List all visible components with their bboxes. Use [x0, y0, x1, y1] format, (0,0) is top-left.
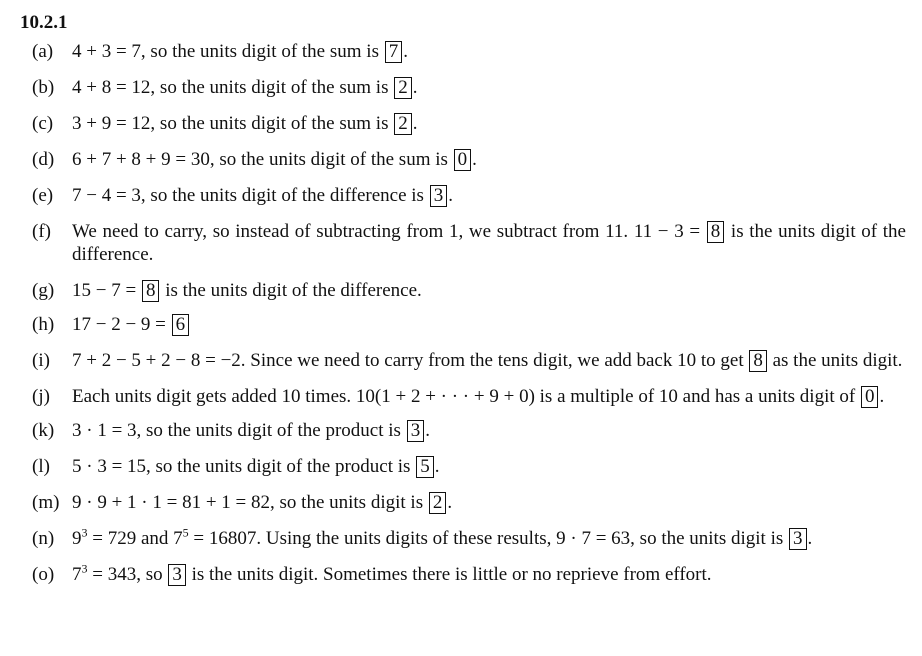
item-text-segment: 7 + 2 − 5 + 2 − 8 = −2. Since we need to carry from the tens digit, we add back 10 to get [72, 350, 749, 371]
item-text-segment: . [403, 41, 408, 62]
item-text-segment: 9 · 9 + 1 · 1 = 81 + 1 = 82, so the units digit is [72, 492, 428, 513]
boxed-answer: 0 [454, 149, 472, 171]
item-text-segment: is the units digit of the difference. [160, 280, 422, 301]
item-label: (h) [32, 314, 55, 335]
item-text-segment: Each units digit gets added 10 times. 10(1 + 2 + · · · + 9 + 0) is a multiple of 10 and has a units digit of [72, 386, 860, 407]
solution-item [20, 279, 906, 302]
item-label: (m) [32, 492, 60, 513]
solution-item [20, 563, 906, 586]
item-label: (o) [32, 564, 55, 585]
boxed-answer: 6 [172, 314, 190, 336]
item-text-segment: 4 + 3 = 7, so the units digit of the sum is [72, 41, 384, 62]
boxed-answer: 8 [142, 280, 160, 302]
item-text [72, 455, 906, 478]
solution-item [20, 349, 906, 372]
item-text-segment: . [447, 492, 453, 513]
solution-item [20, 184, 906, 207]
boxed-answer: 8 [707, 221, 725, 243]
item-text [72, 112, 906, 135]
solution-item [20, 148, 906, 171]
item-text [72, 148, 906, 171]
boxed-answer: 3 [407, 420, 425, 442]
item-text [72, 419, 906, 442]
solution-item [20, 385, 906, 408]
item-text-segment: is the units digit. Sometimes there is little or no reprieve from effort. [186, 564, 712, 585]
boxed-answer: 5 [416, 456, 434, 478]
item-text-segment: = 343, so [87, 564, 168, 585]
boxed-answer: 0 [861, 386, 879, 408]
item-text [72, 563, 906, 586]
item-text-segment: 15 − 7 = [72, 280, 141, 301]
math-base: 7 [173, 528, 183, 549]
solution-item [20, 40, 906, 63]
item-text [72, 527, 906, 550]
item-text [72, 76, 906, 99]
item-text-segment: 5 · 3 = 15, so the units digit of the product is [72, 456, 416, 477]
item-text-segment: = 729 and [87, 528, 174, 549]
solution-item [20, 220, 906, 266]
item-text [72, 40, 906, 63]
item-text-segment: 17 − 2 − 9 = [72, 314, 171, 335]
solution-list [20, 40, 906, 514]
item-text-segment: . [425, 420, 430, 441]
item-label: (j) [32, 386, 50, 407]
item-text-segment: as the units digit. [767, 350, 903, 371]
item-label: (n) [32, 528, 55, 549]
math-exponent: 5 [182, 525, 189, 540]
item-text-segment: . [412, 113, 418, 134]
item-text-segment: 3 · 1 = 3, so the units digit of the product is [72, 420, 406, 441]
item-label: (c) [32, 113, 54, 134]
item-label: (g) [32, 280, 55, 301]
solution-item [20, 313, 906, 336]
solution-item [20, 527, 906, 550]
math-exponent: 3 [81, 525, 88, 540]
item-label: (l) [32, 456, 50, 477]
boxed-answer: 8 [749, 350, 767, 372]
solution-item [20, 76, 906, 99]
item-text [72, 184, 906, 207]
item-text-segment: 3 + 9 = 12, so the units digit of the sum is [72, 113, 394, 134]
math-base: 9 [72, 528, 82, 549]
item-label: (b) [32, 77, 55, 98]
item-text-segment: is the units digit of the difference. [72, 221, 906, 265]
item-label: (f) [32, 221, 51, 242]
math-exponent: 3 [81, 561, 88, 576]
boxed-answer: 2 [429, 492, 447, 514]
item-text-segment: We need to carry, so instead of subtracting from 1, we subtract from 11. 11 − 3 = [72, 221, 706, 242]
boxed-answer: 7 [385, 41, 403, 63]
item-text-segment: . [807, 528, 813, 549]
item-text [72, 349, 906, 372]
item-label: (a) [32, 41, 54, 62]
boxed-answer: 3 [789, 528, 807, 550]
solution-item [20, 419, 906, 442]
solution-item [20, 491, 906, 514]
boxed-answer: 3 [168, 564, 186, 586]
item-label: (i) [32, 350, 50, 371]
boxed-answer: 3 [430, 185, 448, 207]
item-label: (d) [32, 149, 55, 170]
item-text [72, 220, 906, 266]
item-text [72, 313, 906, 336]
item-text-segment: = 16807. Using the units digits of these results, 9 · 7 = 63, so the units digit is [188, 528, 788, 549]
boxed-answer: 2 [394, 113, 412, 135]
item-text-segment: . [879, 386, 885, 407]
boxed-answer: 2 [394, 77, 412, 99]
item-text-segment: . [448, 185, 453, 206]
solution-item [20, 455, 906, 478]
item-label: (e) [32, 185, 54, 206]
solution-item [20, 112, 906, 135]
item-text-segment: . [412, 77, 418, 98]
math-base: 7 [72, 564, 82, 585]
item-text [72, 279, 906, 302]
item-text-segment: . [434, 456, 440, 477]
item-text [72, 491, 906, 514]
item-text-segment: 6 + 7 + 8 + 9 = 30, so the units digit of the sum is [72, 149, 453, 170]
item-text [72, 385, 906, 408]
section-heading: 10.2.1 [20, 12, 68, 33]
item-text-segment: 4 + 8 = 12, so the units digit of the sum is [72, 77, 394, 98]
item-label: (k) [32, 420, 55, 441]
item-text-segment: 7 − 4 = 3, so the units digit of the difference is [72, 185, 429, 206]
item-text-segment: . [472, 149, 477, 170]
